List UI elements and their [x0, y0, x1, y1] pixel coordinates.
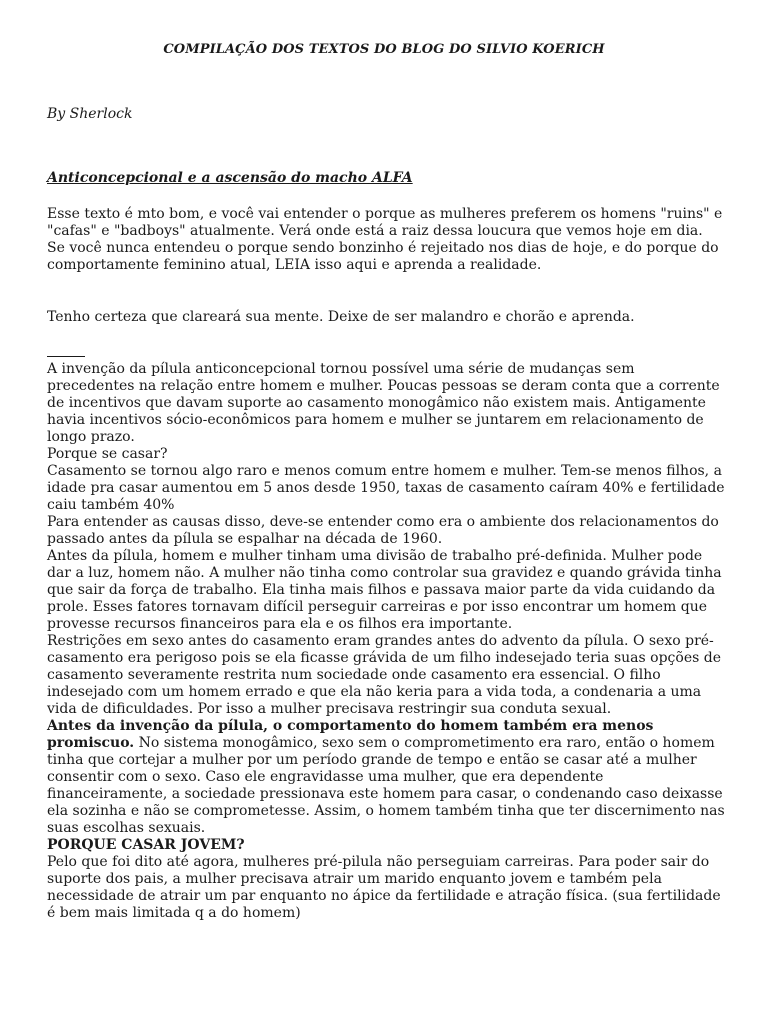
- document-title: COMPILAÇÃO DOS TEXTOS DO BLOG DO SILVIO KOERICH: [163, 42, 605, 57]
- separator-line: [47, 356, 85, 357]
- paragraph: Porque se casar?: [47, 446, 168, 462]
- byline: By Sherlock: [47, 106, 133, 122]
- paragraph: Restrições em sexo antes do casamento eram grandes antes do advento da pílula. O sexo pré-casamento era perigoso pois se ela ficasse grávida de um filho indesejado teria suas opções de casamento severamente restrita num sociedade onde casamento era essencial. O filho indesejado com um homem errado e que ela não keria para a vida toda, a condenaria a uma vida de dificuldades. Por isso a mulher precisava restringir sua conduta sexual.: [47, 633, 721, 717]
- paragraph: Para entender as causas disso, deve-se entender como era o ambiente dos relacionamentos do passado antes da pílula se espalhar na década de 1960.: [47, 514, 719, 547]
- intro-paragraph-2: Tenho certeza que clareará sua mente. Deixe de ser malandro e chorão e aprenda.: [47, 309, 635, 325]
- body-text: [47, 361, 725, 922]
- paragraph: Antes da pílula, homem e mulher tinham uma divisão de trabalho pré-definida. Mulher pode dar a luz, homem não. A mulher não tinha como controlar sua gravidez e quando grávida tinha que sair da força de trabalho. Ela tinha mais filhos e passava maior parte da vida cuidando da prole. Esses fatores tornavam difícil perseguir carreiras e por isso encontrar um homem que provesse recursos financeiros para ela e os filhos era importante.: [47, 548, 722, 632]
- paragraph: Casamento se tornou algo raro e menos comum entre homem e mulher. Tem-se menos filhos, a idade pra casar aumentou em 5 anos desde 1950, taxas de casamento caíram 40% e fertilidade caiu também 40%: [47, 463, 725, 513]
- bold-lead-rest: No sistema monogâmico, sexo sem o comprometimento era raro, então o homem tinha que cortejar a mulher por um período grande de tempo e então se casar até a mulher consentir com o sexo. Caso ele engravidasse uma mulher, que era dependente financeiramente, a sociedade pressionava este homem para casar, o condenando caso deixasse ela sozinha e não se comprometesse. Assim, o homem também tinha que ter discernimento nas suas escolhas sexuais.: [47, 735, 725, 836]
- subheading: PORQUE CASAR JOVEM?: [47, 837, 245, 853]
- section-heading: Anticoncepcional e a ascensão do macho ALFA: [47, 170, 413, 186]
- final-paragraph: Pelo que foi dito até agora, mulheres pré-pilula não perseguiam carreiras. Para poder sair do suporte dos pais, a mulher precisava atrair um marido enquanto jovem e também pela necessidade de atrair um par enquanto no ápice da fertilidade e atração física. (sua fertilidade é bem mais limitada q a do homem): [47, 854, 721, 921]
- bold-lead: Antes da invenção da pílula, o comportamento do homem também era menos promiscuo.: [47, 718, 654, 751]
- paragraph: A invenção da pílula anticoncepcional tornou possível uma série de mudanças sem precedentes na relação entre homem e mulher. Poucas pessoas se deram conta que a corrente de incentivos que davam suporte ao casamento monogâmico não existem mais. Antigamente havia incentivos sócio-econômicos para homem e mulher se juntarem em relacionamento de longo prazo.: [47, 361, 720, 445]
- intro-paragraph: Esse texto é mto bom, e você vai entender o porque as mulheres preferem os homens "ruins" e "cafas" e "badboys" atualmente. Verá onde está a raiz dessa loucura que vemos hoje em dia. Se você nunca entendeu o porque sendo bonzinho é rejeitado nos dias de hoje, e do porque do comportamente feminino atual, LEIA isso aqui e aprenda a realidade.: [47, 206, 723, 273]
- paragraph-with-bold-lead: [47, 718, 725, 837]
